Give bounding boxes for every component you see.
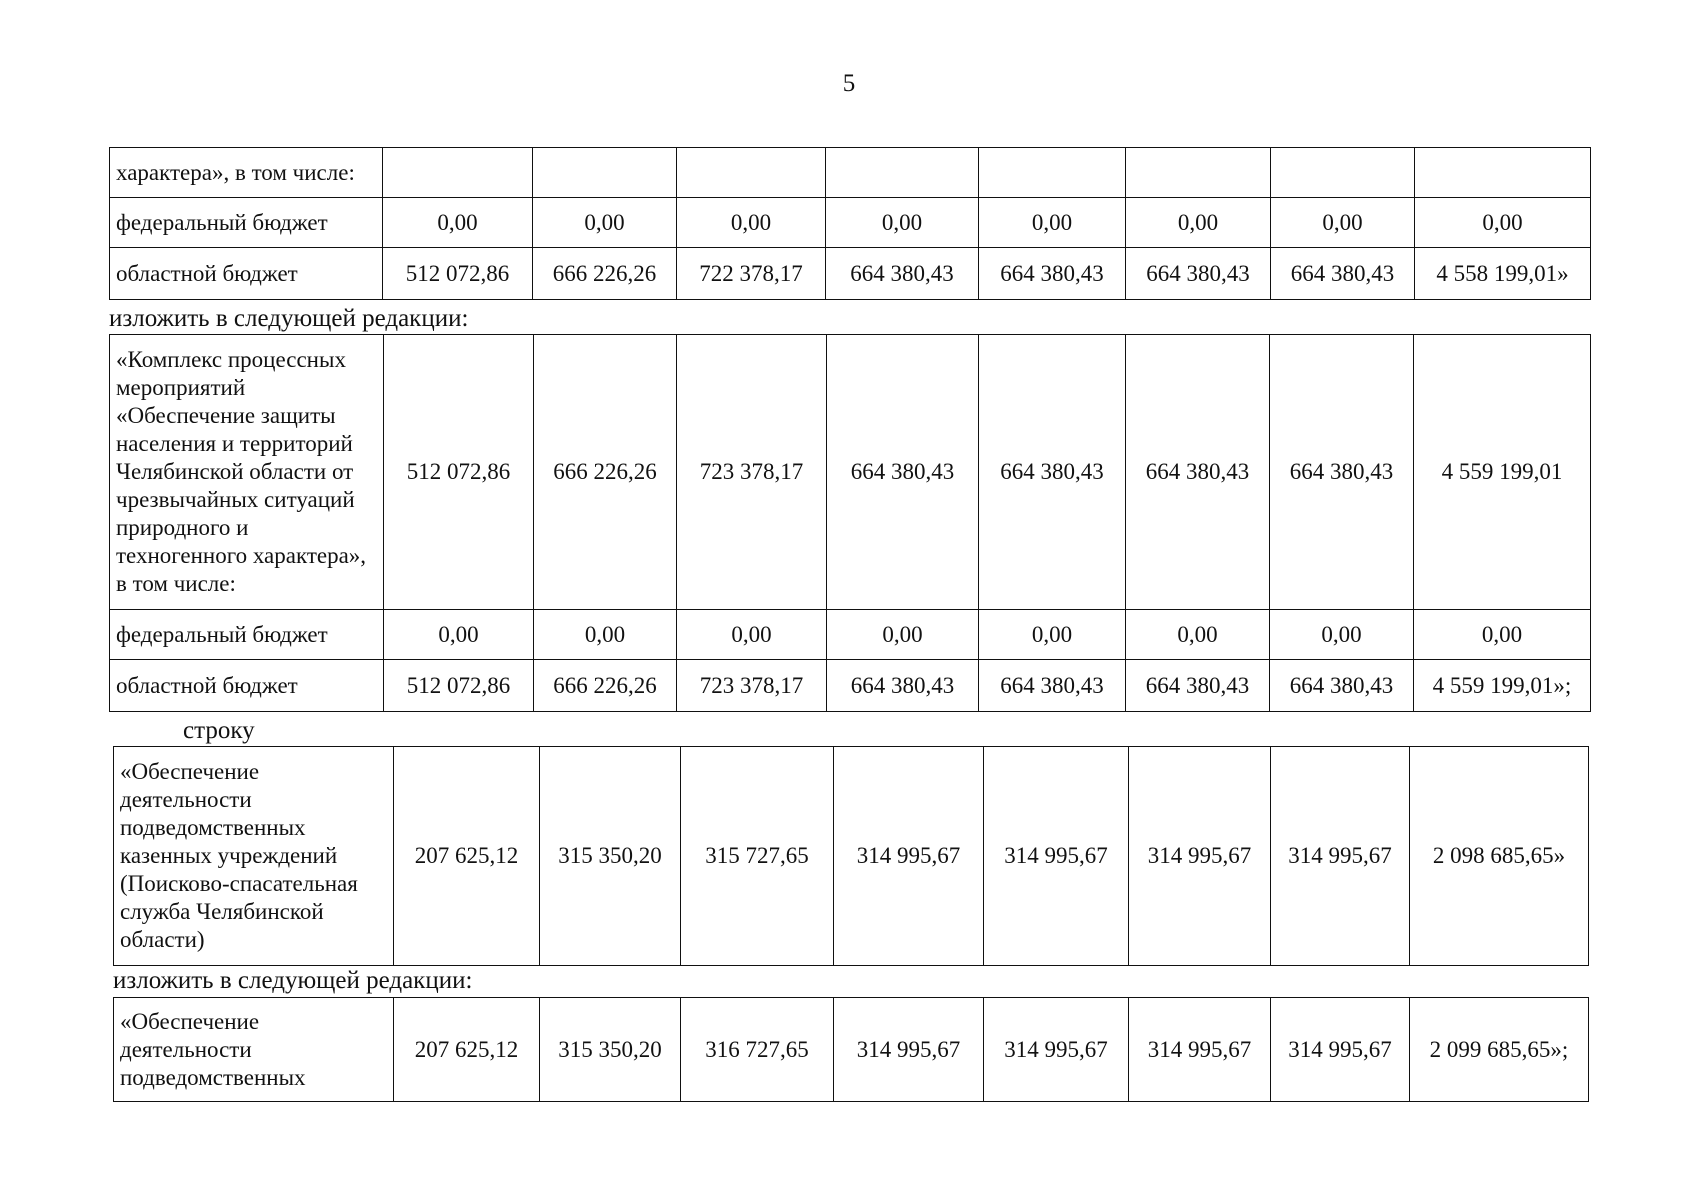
budget-table-new-institutions (113, 997, 1589, 1102)
value-cell: 314 995,67 (1129, 747, 1271, 966)
value-cell: 512 072,86 (384, 660, 534, 712)
value-cell: 664 380,43 (979, 660, 1126, 712)
table-row (114, 998, 1589, 1102)
value-cell: 0,00 (979, 198, 1126, 248)
value-cell: 666 226,26 (533, 248, 677, 300)
value-cell: 314 995,67 (984, 998, 1129, 1102)
table-row (110, 610, 1591, 660)
row-label: «Комплекс процессных мероприятий «Обеспечение защиты населения и территорий Челябинской области от чрезвычайных ситуаций природного и техногенного характера», в том числе: (110, 335, 384, 610)
value-cell: 0,00 (827, 610, 979, 660)
value-cell: 723 378,17 (677, 660, 827, 712)
value-cell: 0,00 (1126, 610, 1270, 660)
value-cell: 0,00 (1270, 610, 1414, 660)
value-cell: 314 995,67 (1271, 747, 1410, 966)
value-cell: 4 559 199,01 (1414, 335, 1591, 610)
value-cell: 664 380,43 (1270, 335, 1414, 610)
row-label: «Обеспечение деятельности подведомственных (114, 998, 394, 1102)
value-cell: 314 995,67 (834, 747, 984, 966)
value-cell: 664 380,43 (1126, 660, 1270, 712)
value-cell: 512 072,86 (383, 248, 533, 300)
value-cell: 664 380,43 (1270, 660, 1414, 712)
value-cell: 314 995,67 (984, 747, 1129, 966)
value-cell: 4 558 199,01» (1415, 248, 1591, 300)
value-cell (826, 148, 979, 198)
value-cell: 0,00 (677, 198, 826, 248)
row-label: областной бюджет (110, 660, 384, 712)
value-cell (533, 148, 677, 198)
value-cell: 0,00 (677, 610, 827, 660)
table-row (110, 198, 1591, 248)
value-cell: 0,00 (979, 610, 1126, 660)
table-row (110, 660, 1591, 712)
value-cell: 316 727,65 (681, 998, 834, 1102)
value-cell: 0,00 (534, 610, 677, 660)
value-cell: 314 995,67 (1129, 998, 1271, 1102)
row-label: федеральный бюджет (110, 198, 383, 248)
value-cell: 0,00 (533, 198, 677, 248)
value-cell: 664 380,43 (1126, 248, 1271, 300)
table-row (110, 248, 1591, 300)
value-cell: 0,00 (383, 198, 533, 248)
value-cell: 314 995,67 (1271, 998, 1410, 1102)
row-label: федеральный бюджет (110, 610, 384, 660)
value-cell: 4 559 199,01»; (1414, 660, 1591, 712)
value-cell (1271, 148, 1415, 198)
value-cell: 664 380,43 (827, 335, 979, 610)
row-label: областной бюджет (110, 248, 383, 300)
value-cell: 664 380,43 (979, 335, 1126, 610)
value-cell: 664 380,43 (1126, 335, 1270, 610)
page-number: 5 (842, 70, 856, 97)
table-row (110, 335, 1591, 610)
value-cell: 0,00 (384, 610, 534, 660)
budget-table-old-complex (109, 147, 1591, 300)
value-cell: 0,00 (1271, 198, 1415, 248)
value-cell: 207 625,12 (394, 747, 540, 966)
amendment-caption: изложить в следующей редакции: (109, 305, 469, 332)
table-row (110, 148, 1591, 198)
value-cell: 207 625,12 (394, 998, 540, 1102)
value-cell: 0,00 (1414, 610, 1591, 660)
value-cell: 315 727,65 (681, 747, 834, 966)
value-cell (979, 148, 1126, 198)
value-cell: 314 995,67 (834, 998, 984, 1102)
value-cell: 0,00 (1415, 198, 1591, 248)
value-cell: 666 226,26 (534, 335, 677, 610)
value-cell: 2 098 685,65» (1410, 747, 1589, 966)
value-cell: 664 380,43 (826, 248, 979, 300)
section-caption: строку (183, 717, 255, 744)
value-cell: 664 380,43 (979, 248, 1126, 300)
value-cell (1415, 148, 1591, 198)
value-cell: 315 350,20 (540, 998, 681, 1102)
value-cell: 664 380,43 (1271, 248, 1415, 300)
value-cell: 512 072,86 (384, 335, 534, 610)
table-row (114, 747, 1589, 966)
amendment-caption: изложить в следующей редакции: (113, 967, 473, 994)
value-cell: 723 378,17 (677, 335, 827, 610)
value-cell: 315 350,20 (540, 747, 681, 966)
row-label: характера», в том числе: (110, 148, 383, 198)
value-cell: 2 099 685,65»; (1410, 998, 1589, 1102)
budget-table-new-complex (109, 334, 1591, 712)
value-cell: 722 378,17 (677, 248, 826, 300)
value-cell: 0,00 (826, 198, 979, 248)
value-cell: 666 226,26 (534, 660, 677, 712)
row-label: «Обеспечение деятельности подведомственных казенных учреждений (Поисково-спасательная служба Челябинской области) (114, 747, 394, 966)
value-cell: 664 380,43 (827, 660, 979, 712)
value-cell: 0,00 (1126, 198, 1271, 248)
value-cell (1126, 148, 1271, 198)
value-cell (383, 148, 533, 198)
budget-table-old-institutions (113, 746, 1589, 966)
value-cell (677, 148, 826, 198)
